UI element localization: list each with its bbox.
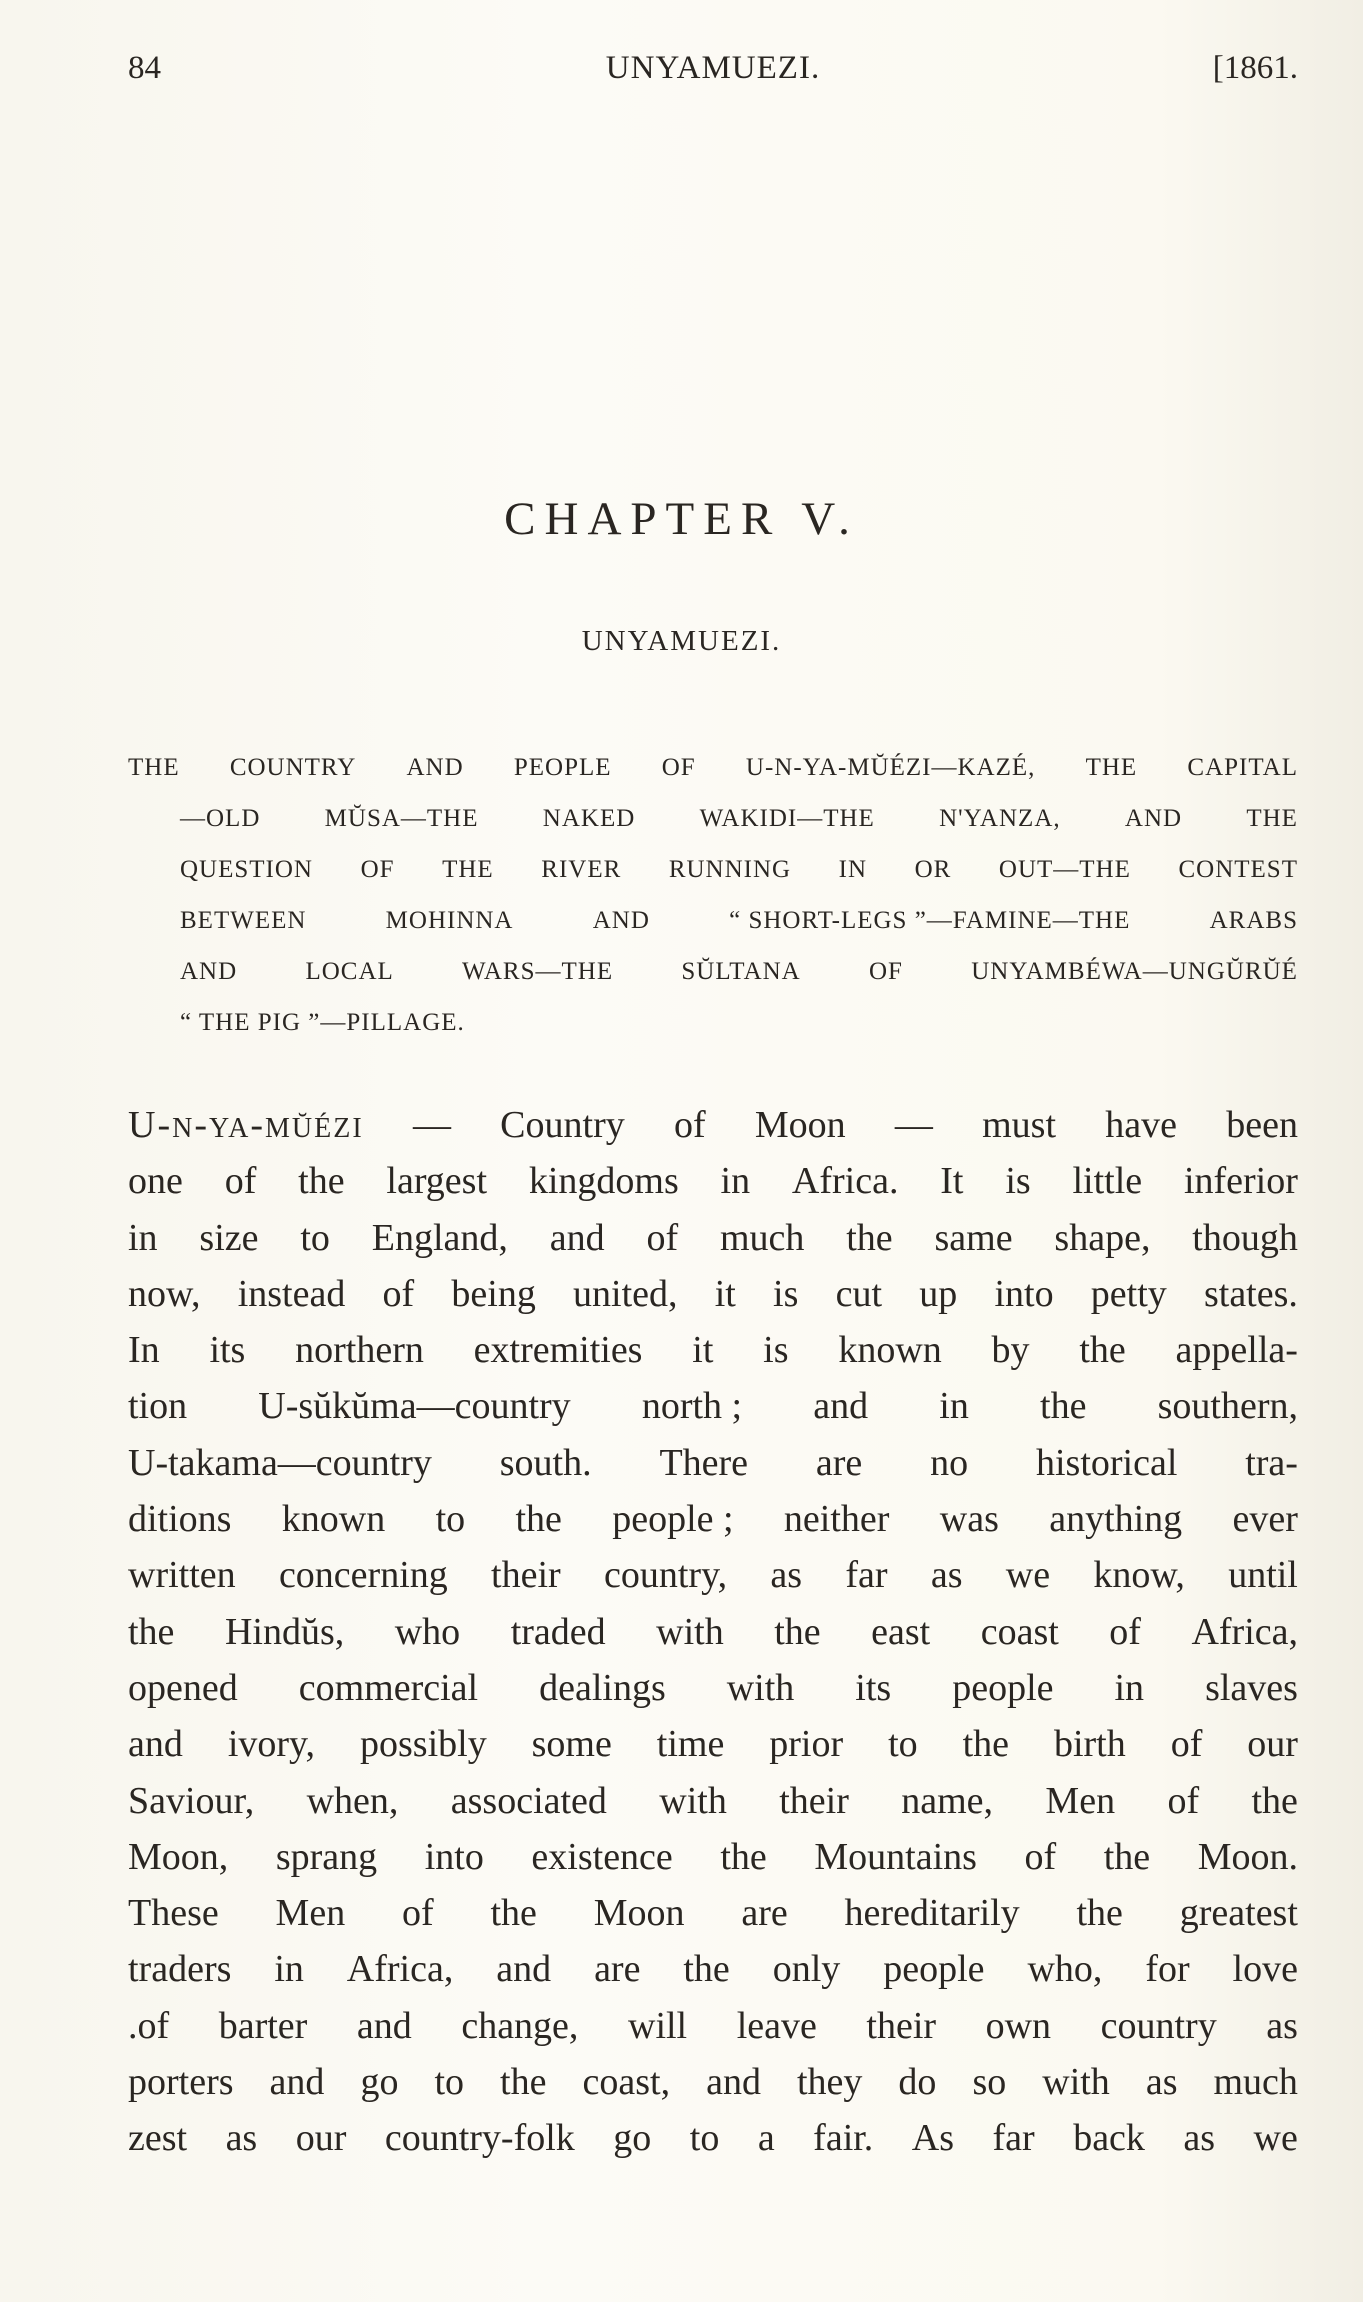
body-word: and [813,1385,869,1428]
body-line [128,1894,1298,1950]
body-word: appella- [1175,1329,1298,1372]
body-word: the [500,2061,547,2104]
body-word: country, [603,1554,728,1597]
body-word: country [1100,2004,1217,2047]
summary-word: ARABS [1209,907,1298,934]
body-word: it [692,1329,714,1372]
body-word: Moon. [1197,1835,1298,1878]
body-word: far [992,2117,1035,2160]
body-word: south. [499,1441,592,1484]
summary-word: CAPITAL [1187,754,1298,781]
summary-word: “ THE PIG ”—PILLAGE. [180,1009,465,1036]
summary-word: MŬSA—THE [324,805,479,832]
body-line [128,2004,1298,2063]
body-word: do [898,2061,937,2104]
summary-word: LOCAL [305,958,394,985]
body-word: of [382,1272,415,1315]
body-word: Mountains [814,1835,977,1878]
body-word: slaves [1205,1666,1298,1709]
body-word: size [199,1216,259,1259]
summary-word: RUNNING [668,856,792,883]
body-word: Men [275,1892,346,1935]
body-word: known [838,1329,942,1372]
body-word: as [1183,2117,1216,2160]
body-word: U-sŭkŭma—country [258,1385,571,1428]
body-word: the [1076,1892,1123,1935]
body-word: Saviour, [128,1779,255,1822]
body-word: ditions [128,1498,232,1541]
body-word: anything [1049,1498,1183,1541]
summary-word: THE [1246,805,1298,832]
body-word: is [1005,1160,1031,1203]
body-word: the [515,1498,562,1541]
body-word: the [683,1948,730,1991]
body-word: some [531,1723,612,1766]
body-text [128,1106,1298,2176]
body-word: of [402,1892,434,1935]
running-title: UNYAMUEZI. [605,50,821,86]
body-word: east [871,1610,931,1653]
body-line [128,1272,1298,1331]
summary-word: SŬLTANA [681,958,801,985]
body-word: people ; [612,1498,734,1541]
body-word: same [934,1216,1013,1259]
body-word: into [424,1835,484,1878]
body-word: associated [450,1779,607,1822]
body-word: of [1024,1835,1057,1878]
summary-line [128,908,1298,959]
summary-line [128,755,1298,806]
body-word: and [356,2004,412,2047]
body-word: the [846,1216,893,1259]
body-word: It [940,1160,964,1203]
body-line [128,1779,1298,1838]
body-word: extremities [473,1329,643,1372]
body-line [128,1500,1298,1556]
body-word: only [772,1948,841,1991]
summary-word: IN [838,856,868,883]
summary-word: MOHINNA [385,907,514,934]
summary-word: CONTEST [1178,856,1298,883]
body-word: of [673,1104,706,1146]
body-word: inferior [1183,1160,1298,1203]
body-word: their [491,1554,561,1597]
body-word: existence [531,1835,673,1878]
body-word: and [706,2061,761,2104]
body-word: one [128,1160,183,1203]
body-line [128,1331,1298,1387]
summary-line [128,959,1298,1010]
body-word: of [224,1160,257,1203]
body-line [128,1725,1298,1781]
summary-word: AND [406,754,464,781]
body-line [128,1950,1298,2006]
body-word: for [1145,1948,1190,1991]
running-head [128,50,1298,100]
body-word: and [496,1948,552,1991]
body-word: of [1109,1610,1141,1653]
summary-word: NAKED [542,805,636,832]
body-word: Africa. [791,1160,899,1203]
body-word: kingdoms [528,1160,679,1203]
body-word: in [720,1160,751,1203]
body-word: the [1040,1385,1087,1428]
body-word: dealings [539,1666,666,1709]
body-word: the [1251,1779,1298,1822]
body-word: now, [128,1272,201,1315]
body-word: and [549,1216,605,1259]
body-word: southern, [1157,1385,1298,1428]
body-word: traders [128,1948,232,1991]
body-word: to [689,2117,720,2160]
body-word: go [613,2117,652,2160]
body-word: as [225,2117,258,2160]
body-word: we [1005,1554,1051,1597]
body-word: time [656,1723,725,1766]
body-word: northern [295,1329,424,1372]
body-word: little [1072,1160,1143,1203]
body-word: to [435,1498,466,1541]
body-word: — [894,1104,933,1146]
body-word: its [209,1329,246,1372]
body-word: we [1253,2117,1298,2160]
body-word: with [726,1666,795,1709]
body-word: the [298,1160,345,1203]
body-word: name, [901,1779,994,1822]
summary-word: OF [661,754,696,781]
body-word: in [274,1948,304,1991]
page-number: 84 [128,50,161,86]
body-word: are [594,1948,641,1991]
body-word: tion [128,1385,188,1428]
body-word: These [128,1892,219,1935]
body-word: porters [128,2061,234,2104]
body-word: with [659,1779,727,1822]
body-word: people [883,1948,985,1991]
body-word: instead [237,1272,346,1315]
summary-line [128,1010,1298,1061]
body-line [128,1216,1298,1275]
body-word: being [451,1272,536,1315]
body-word: Moon, [128,1835,229,1878]
body-word: much [1213,2061,1298,2104]
body-word: are [815,1441,863,1484]
body-word: with [656,1610,724,1653]
summary-word: THE [128,754,180,781]
body-word: they [796,2061,863,2104]
body-word: Men [1045,1779,1116,1822]
body-word: who, [1027,1948,1103,1991]
body-word: of [1170,1723,1203,1766]
body-word: back [1073,2117,1145,2160]
summary-word: WARS—THE [462,958,614,985]
body-word: and [269,2061,325,2104]
chapter-summary [128,755,1298,1061]
body-word: own [985,2004,1052,2047]
body-word: as [770,1554,803,1597]
body-word: to [888,1723,918,1766]
body-word: was [939,1498,999,1541]
body-word: to [434,2061,465,2104]
body-word: zest [128,2117,188,2160]
body-line [128,1610,1298,1669]
body-word: will [628,2004,688,2047]
summary-word: PEOPLE [513,754,612,781]
body-word: shape, [1054,1216,1151,1259]
body-line [128,2119,1298,2175]
body-word: known [281,1498,386,1541]
body-word: their [866,2004,937,2047]
chapter-number: CHAPTER V. [504,493,859,545]
body-line [128,1162,1298,1218]
body-word: states. [1203,1272,1298,1315]
body-word: with [1042,2061,1110,2104]
body-word: love [1232,1948,1298,1991]
body-word: the [1103,1835,1151,1878]
body-word: go [360,2061,399,2104]
body-word: been [1226,1104,1298,1146]
body-word: Country [500,1104,625,1146]
summary-word: RIVER [541,856,622,883]
body-word: north ; [641,1385,743,1428]
body-word: As [911,2117,955,2160]
body-word: no [930,1441,969,1484]
body-word: are [741,1892,788,1935]
body-line [128,1387,1298,1443]
body-word: much [719,1216,805,1259]
summary-word: AND [180,958,238,985]
summary-line [128,857,1298,908]
body-word: the [1079,1329,1126,1372]
body-word: opened [128,1666,238,1709]
body-word: Hindŭs, [224,1610,345,1653]
summary-word: OF [360,856,395,883]
body-word: coast, [582,2061,671,2104]
body-word: as [1145,2061,1178,2104]
summary-word: N'YANZA, [939,805,1061,832]
body-word: neither [783,1498,890,1541]
body-word: far [845,1554,888,1597]
body-word: hereditarily [844,1892,1020,1935]
body-word: ivory, [227,1723,316,1766]
body-word: have [1105,1104,1177,1146]
body-word: coast [980,1610,1059,1653]
body-word: change, [461,2004,579,2047]
body-word: who [394,1610,461,1653]
body-word: is [763,1329,789,1372]
body-word: its [855,1666,892,1709]
body-line [128,1835,1298,1894]
summary-word: AND [592,907,650,934]
body-word: historical [1035,1441,1178,1484]
summary-word: OR [914,856,952,883]
body-word: into [994,1272,1054,1315]
body-word: Africa, [1191,1610,1298,1653]
body-word: in [939,1385,969,1428]
summary-word: WAKIDI—THE [699,805,875,832]
body-word: concerning [278,1554,448,1597]
body-word: birth [1053,1723,1126,1766]
body-word: the [962,1723,1010,1766]
body-word: of [646,1216,679,1259]
body-word: cut [835,1272,883,1315]
body-word: U-takama—country [128,1441,432,1484]
body-word: the [490,1892,537,1935]
body-word: our [1247,1723,1298,1766]
summary-word: COUNTRY [229,754,357,781]
body-word: greatest [1179,1892,1298,1935]
body-word: fair. [813,2117,874,2160]
body-word: — [412,1104,451,1146]
body-word: in [128,1216,158,1259]
summary-word: OUT—THE [998,856,1131,883]
body-word: a [757,2117,775,2160]
body-word: know, [1093,1554,1185,1597]
summary-word: OF [869,958,903,985]
body-word: of [1167,1779,1200,1822]
body-line [128,2063,1298,2119]
body-word: as [1266,2004,1298,2047]
summary-word: UNYAMBÉWA—UNGŬRŬÉ [971,958,1298,985]
body-word: ever [1232,1498,1298,1541]
body-word: and [128,1723,183,1766]
summary-word: THE [442,856,494,883]
body-word: tra- [1245,1441,1298,1484]
body-word: to [300,1216,330,1259]
body-word: sprang [275,1835,378,1878]
body-word: Moon [593,1892,685,1935]
summary-word: —OLD [180,805,261,832]
summary-word: U-N-YA-MŬÉZI—KAZÉ, [745,754,1036,781]
summary-word: AND [1124,805,1183,832]
summary-word: THE [1085,754,1138,781]
body-word: In [128,1329,160,1372]
body-word: the [720,1835,767,1878]
body-word: There [659,1441,749,1484]
body-word: .of [128,2004,170,2047]
summary-line [128,806,1298,857]
body-word: prior [769,1723,844,1766]
lead-word: U-N-YA-MŬÉZI [128,1104,364,1146]
body-word: written [128,1554,236,1597]
body-word: petty [1090,1272,1167,1315]
body-word: so [972,2061,1007,2104]
body-word: leave [736,2004,817,2047]
summary-word: BETWEEN [180,907,307,934]
body-line [128,1441,1298,1500]
body-word: our [295,2117,347,2160]
body-word: commercial [298,1666,479,1709]
body-line [128,1106,1298,1162]
body-word: as [930,1554,963,1597]
body-word: in [1114,1666,1145,1709]
body-word: England, [371,1216,508,1259]
body-word: Moon [754,1104,846,1146]
summary-word: “ SHORT-LEGS ”—FAMINE—THE [729,907,1131,934]
body-word: by [991,1329,1030,1372]
body-word: people [952,1666,1054,1709]
body-word: united, [573,1272,678,1315]
body-word: the [774,1610,821,1653]
body-line [128,1556,1298,1612]
body-word: the [128,1610,175,1653]
chapter-title: UNYAMUEZI. [581,625,782,657]
body-word: barter [218,2004,308,2047]
body-word: when, [306,1779,399,1822]
body-word: their [779,1779,849,1822]
body-line [128,1666,1298,1725]
running-year: [1861. [1212,50,1298,86]
body-word: must [982,1104,1057,1146]
body-word: up [919,1272,958,1315]
body-word: possibly [360,1723,487,1766]
body-word: largest [386,1160,488,1203]
body-word: though [1192,1216,1298,1259]
body-word: until [1228,1554,1298,1597]
body-word: it [714,1272,736,1315]
body-word: country-folk [384,2117,575,2160]
body-word: traded [510,1610,606,1653]
summary-word: QUESTION [180,856,313,883]
body-word: is [773,1272,799,1315]
body-word: Africa, [346,1948,454,1991]
